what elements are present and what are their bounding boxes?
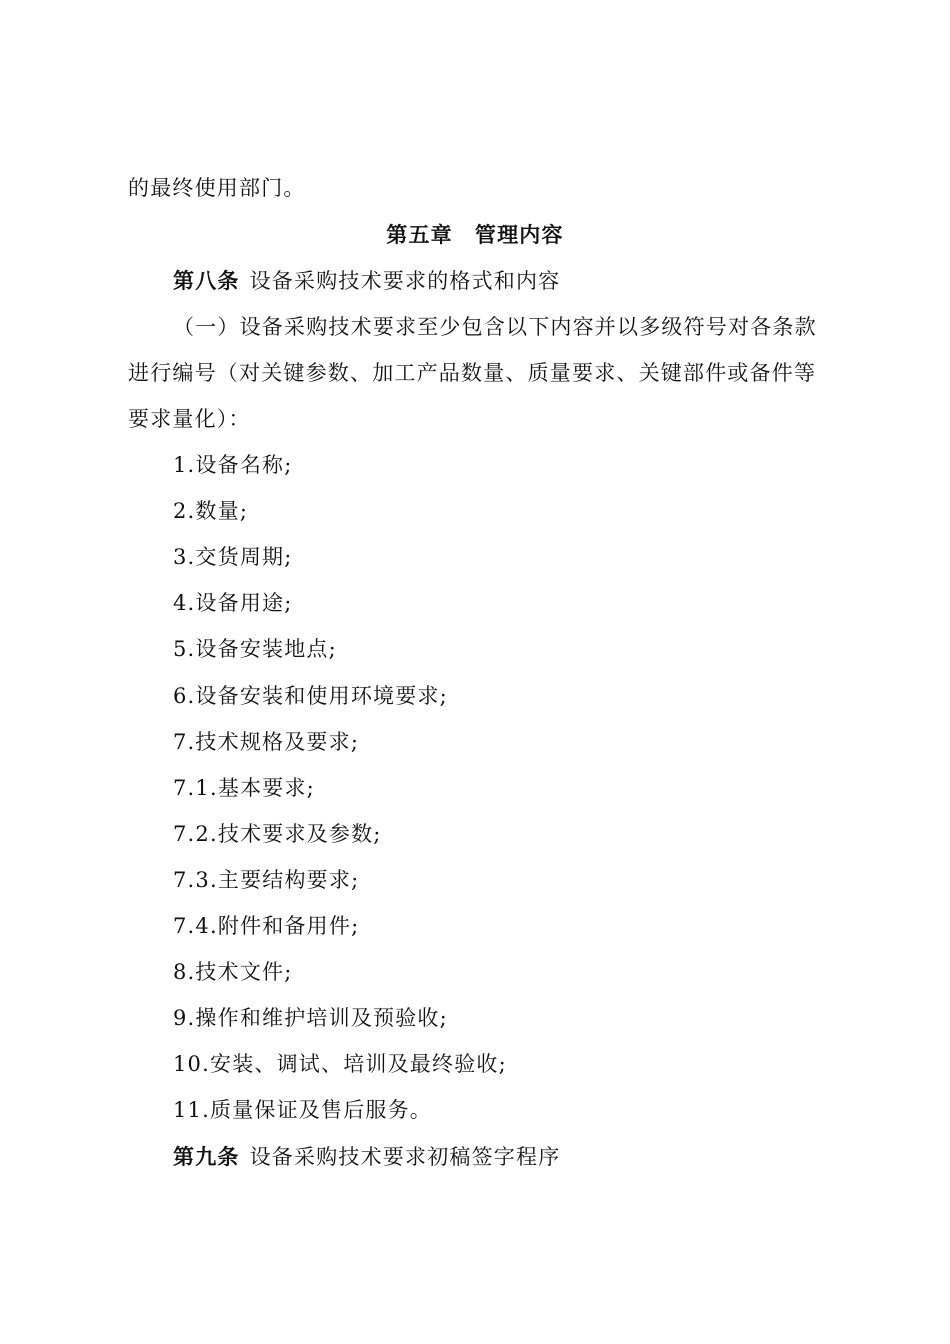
chapter-title: 管理内容 [474, 222, 564, 247]
paragraph-line-3: 要求量化）： [128, 407, 251, 431]
article-8-text: 设备采购技术要求的格式和内容 [249, 269, 561, 293]
list-item: 5.设备安装地点; [173, 637, 337, 661]
list-item: 2.数量; [173, 499, 249, 523]
list-item: 11.质量保证及售后服务。 [173, 1098, 432, 1122]
paragraph-line-1: （一）设备采购技术要求至少包含以下内容并以多级符号对各条款 [173, 315, 817, 339]
list-item: 9.操作和维护培训及预验收; [173, 1006, 448, 1030]
article-8 [173, 266, 560, 296]
list-item: 7.4.附件和备用件; [173, 914, 360, 938]
list-item: 7.技术规格及要求; [173, 730, 360, 754]
article-8-head: 第八条 [173, 268, 240, 293]
chapter-heading [0, 220, 950, 250]
list-item: 7.1.基本要求; [173, 776, 315, 800]
article-9-head: 第九条 [173, 1144, 240, 1169]
list-item: 8.技术文件; [173, 960, 293, 984]
list-item: 10.安装、调试、培训及最终验收; [173, 1052, 507, 1076]
chapter-number: 第五章 [386, 222, 453, 247]
paragraph-line-2: 进行编号（对关键参数、加工产品数量、质量要求、关键部件或备件等 [128, 361, 817, 385]
list-item: 4.设备用途; [173, 591, 293, 615]
article-9-text: 设备采购技术要求初稿签字程序 [249, 1145, 561, 1169]
continuation-line: 的最终使用部门。 [128, 176, 306, 200]
list-item: 3.交货周期; [173, 545, 293, 569]
list-item: 1.设备名称; [173, 453, 293, 477]
list-item: 7.3.主要结构要求; [173, 868, 360, 892]
list-item: 6.设备安装和使用环境要求; [173, 684, 448, 708]
article-9 [173, 1142, 560, 1172]
list-item: 7.2.技术要求及参数; [173, 822, 382, 846]
